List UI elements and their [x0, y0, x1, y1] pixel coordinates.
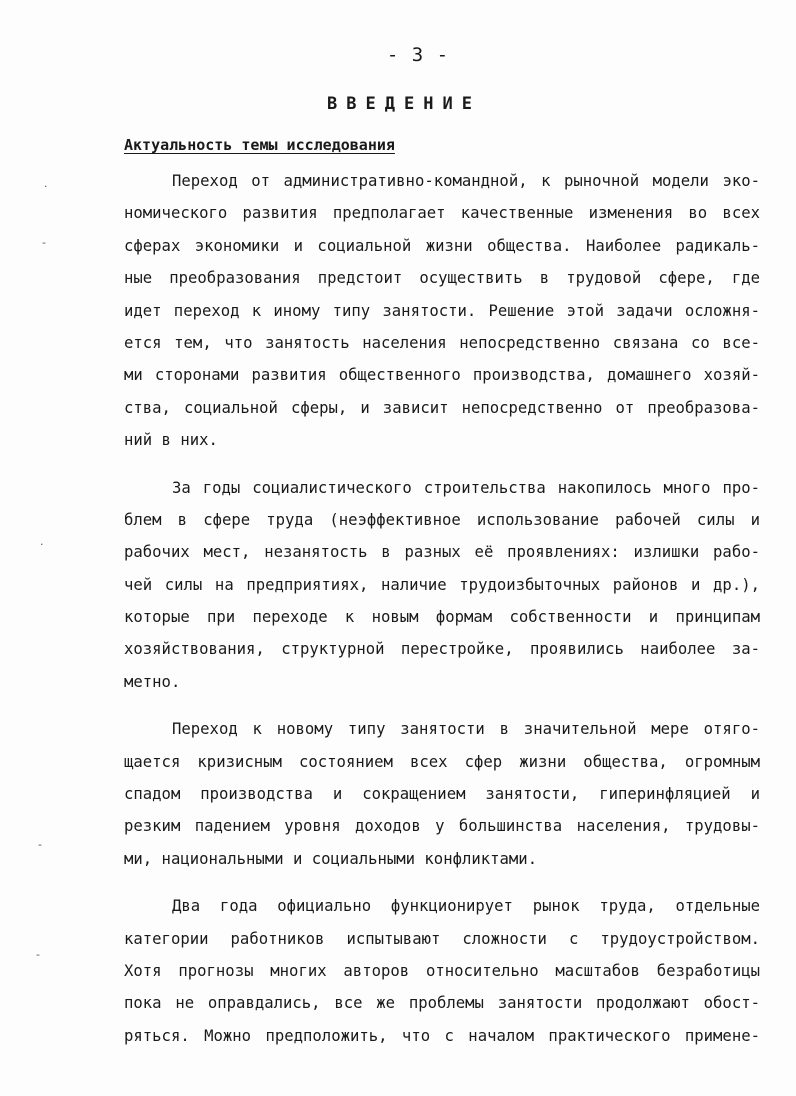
text-line: метно.	[124, 672, 181, 691]
text-line: категории работников испытывают сложности с трудоустройством.	[124, 929, 760, 948]
text-line: номического развития предполагает качественные изменения во всех	[124, 204, 760, 223]
text-line: пока не оправдались, все же проблемы занятости продолжают обост-	[124, 994, 760, 1013]
text-line: ний в них.	[124, 431, 218, 450]
text-line: сферах экономики и социальной жизни общества. Наиболее радикаль-	[124, 236, 760, 255]
section-subheading: Актуальность темы исследования	[124, 136, 395, 154]
text-line: которые при переходе к новым формам собственности и принципам	[124, 608, 760, 627]
paragraph-gap	[124, 698, 760, 713]
text-line: За годы социалистического строительства накопилось много про-	[172, 478, 760, 497]
scan-mark: ·	[44, 180, 48, 193]
text-line: блем в сфере труда (неэффективное использование рабочей силы и	[124, 510, 760, 529]
scan-mark: -	[36, 948, 40, 961]
text-line: спадом производства и сокращением занятости, гиперинфляцией и	[124, 785, 760, 804]
text-line: ряться. Можно предположить, что с началом практического примене-	[124, 1026, 760, 1045]
page-number: - 3 -	[386, 44, 450, 66]
text-line: идет переход к иному типу занятости. Решение этой задачи осложня-	[124, 301, 760, 320]
text-line: рабочих мест, незанятость в разных её проявлениях: излишки рабо-	[124, 543, 760, 562]
text-line: чей силы на предприятиях, наличие трудоизбыточных районов и др.),	[124, 575, 760, 594]
text-line: ные преобразования предстоит осуществить в трудовой сфере, где	[124, 269, 760, 288]
paragraph-gap	[124, 875, 760, 890]
text-line: ства, социальной сферы, и зависит непосредственно от преобразова-	[124, 398, 760, 417]
page-title: ВВЕДЕНИЕ	[327, 94, 481, 114]
text-line: ется тем, что занятость населения непосредственно связана со все-	[124, 333, 760, 352]
text-line: хозяйствования, структурной перестройке, проявились наиболее за-	[124, 640, 760, 659]
text-line: Два года официально функционирует рынок труда, отдельные	[172, 897, 760, 916]
text-line: Хотя прогнозы многих авторов относительно масштабов безработицы	[124, 961, 760, 980]
text-line: Переход от административно-командной, к рыночной модели эко-	[172, 172, 760, 190]
scan-mark: -	[38, 838, 42, 851]
text-line: ми, национальными и социальными конфликтами.	[124, 849, 538, 868]
text-line: Переход к новому типу занятости в значительной мере отяго-	[172, 720, 760, 739]
scan-mark: -	[42, 236, 46, 249]
text-line: резким падением уровня доходов у большинства населения, трудовы-	[124, 817, 760, 836]
text-line: ми сторонами развития общественного производства, домашнего хозяй-	[124, 366, 760, 385]
text-line: щается кризисным состоянием всех сфер жизни общества, огромным	[124, 752, 760, 771]
scan-mark: ·	[40, 538, 44, 551]
body-text	[124, 165, 760, 1052]
paragraph-gap	[124, 457, 760, 472]
